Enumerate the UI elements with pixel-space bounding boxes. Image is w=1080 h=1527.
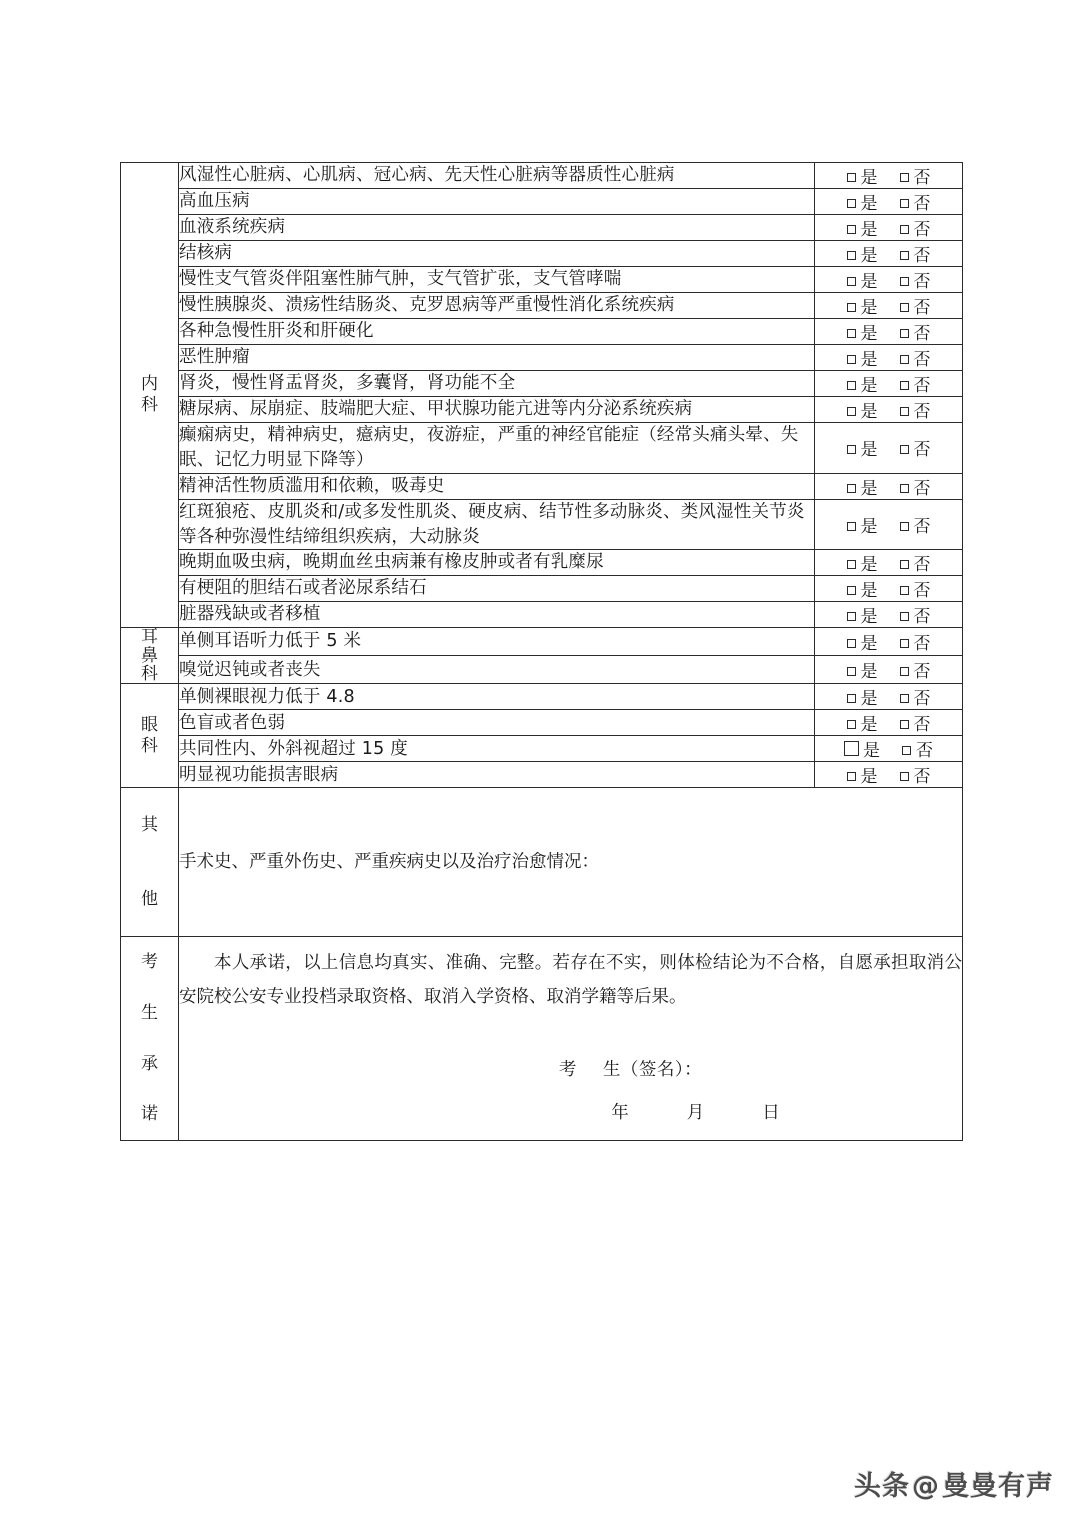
- condition-text: 单侧裸眼视力低于 4.8: [179, 684, 815, 710]
- no-label: 否: [913, 324, 931, 344]
- no-label: 否: [913, 634, 931, 655]
- department-label-char: 科: [141, 735, 158, 756]
- no-checkbox-icon[interactable]: [902, 746, 911, 755]
- no-checkbox-icon[interactable]: [900, 199, 909, 208]
- yes-label: 是: [860, 194, 878, 214]
- table-row: [121, 473, 963, 499]
- yes-checkbox-icon[interactable]: [847, 381, 856, 390]
- no-checkbox-icon[interactable]: [900, 484, 909, 493]
- yes-option[interactable]: [847, 163, 878, 188]
- yes-checkbox-icon[interactable]: [847, 251, 856, 260]
- yes-checkbox-icon[interactable]: [847, 522, 856, 531]
- table-row: [121, 215, 963, 241]
- pledge-section-row: [121, 937, 963, 1141]
- yes-checkbox-icon[interactable]: [847, 612, 856, 621]
- no-option[interactable]: [900, 163, 931, 188]
- no-option[interactable]: [900, 293, 931, 318]
- yes-label: 是: [860, 168, 878, 188]
- condition-text: 癫痫病史，精神病史，癔病史，夜游症，严重的神经官能症（经常头痛头晕、失眠、记忆力明显下降等）: [179, 423, 815, 474]
- no-label: 否: [913, 478, 931, 499]
- no-option[interactable]: [900, 189, 931, 214]
- no-label: 否: [913, 607, 931, 628]
- no-option[interactable]: [900, 629, 931, 654]
- yes-label: 是: [860, 555, 878, 576]
- no-option[interactable]: [902, 736, 933, 761]
- yes-no-cell: [815, 423, 963, 474]
- no-label: 否: [913, 440, 931, 461]
- yes-label: 是: [863, 741, 880, 762]
- no-label: 否: [913, 272, 931, 292]
- yes-option[interactable]: [847, 371, 878, 396]
- yes-label: 是: [860, 376, 878, 396]
- no-option[interactable]: [900, 319, 931, 344]
- yes-label: 是: [860, 517, 878, 538]
- table-body: [121, 163, 963, 1141]
- condition-text: 红斑狼疮、皮肌炎和/或多发性肌炎、硬皮病、结节性多动脉炎、类风湿性关节炎等各种弥漫性结缔组织疾病，大动脉炎: [179, 499, 815, 550]
- condition-text: 单侧耳语听力低于 5 米: [179, 628, 815, 656]
- yes-checkbox-icon[interactable]: [847, 560, 856, 569]
- no-option[interactable]: [900, 576, 931, 601]
- date-month: 月: [686, 1103, 705, 1124]
- yes-no-cell: [815, 293, 963, 319]
- yes-no-cell: [815, 371, 963, 397]
- no-label: 否: [913, 194, 931, 214]
- other-section-label: [121, 788, 179, 937]
- no-checkbox-icon[interactable]: [900, 586, 909, 595]
- date-day: 日: [762, 1103, 780, 1124]
- yes-label: 是: [860, 715, 878, 736]
- department-label-stack: [121, 374, 178, 417]
- no-option[interactable]: [900, 267, 931, 292]
- no-option[interactable]: [900, 762, 931, 787]
- no-option[interactable]: [900, 474, 931, 499]
- yes-no-cell: [815, 656, 963, 684]
- department-label-char: 耳: [141, 627, 158, 648]
- yes-label: 是: [860, 607, 878, 628]
- no-label: 否: [916, 741, 933, 762]
- condition-text: 慢性支气管炎伴阻塞性肺气肿，支气管扩张，支气管哮喘: [179, 267, 815, 293]
- watermark-account: 曼曼有声: [942, 1471, 1054, 1502]
- no-checkbox-icon[interactable]: [900, 639, 909, 648]
- yes-label: 是: [860, 581, 878, 602]
- condition-text: 脏器残缺或者移植: [179, 602, 815, 628]
- yes-option[interactable]: [847, 629, 878, 654]
- no-checkbox-icon[interactable]: [900, 445, 909, 454]
- yes-checkbox-icon[interactable]: [847, 694, 856, 703]
- condition-text: 慢性胰腺炎、溃疡性结肠炎、克罗恩病等严重慢性消化系统疾病: [179, 293, 815, 319]
- yes-no-cell: [815, 267, 963, 293]
- pledge-paragraph: 本人承诺，以上信息均真实、准确、完整。若存在不实，则体检结论为不合格，自愿承担取消公安院校公安专业投档录取资格、取消入学资格、取消学籍等后果。: [179, 953, 962, 1007]
- table-row: [121, 163, 963, 189]
- yes-option[interactable]: [847, 215, 878, 240]
- yes-no-cell: [815, 499, 963, 550]
- department-label-char: 内: [141, 373, 158, 394]
- table-row: [121, 267, 963, 293]
- yes-checkbox-icon[interactable]: [847, 225, 856, 234]
- no-option[interactable]: [900, 512, 931, 537]
- other-section-prompt: 手术史、严重外伤史、严重疾病史以及治疗治愈情况：: [179, 851, 599, 872]
- yes-option[interactable]: [847, 345, 878, 370]
- yes-no-cell: [815, 710, 963, 736]
- no-checkbox-icon[interactable]: [900, 667, 909, 676]
- table-row: [121, 293, 963, 319]
- yes-option[interactable]: [847, 189, 878, 214]
- watermark: [854, 1464, 1054, 1503]
- condition-text: 结核病: [179, 241, 815, 267]
- no-label: 否: [913, 517, 931, 538]
- no-option[interactable]: [900, 710, 931, 735]
- no-label: 否: [913, 350, 931, 370]
- other-section-input-area[interactable]: [179, 788, 963, 937]
- yes-checkbox-icon[interactable]: [844, 741, 859, 756]
- condition-text: 血液系统疾病: [179, 215, 815, 241]
- yes-option[interactable]: [847, 602, 878, 627]
- signature-suffix: 生（签名）：: [602, 1059, 703, 1080]
- watermark-at: @: [912, 1471, 940, 1502]
- yes-no-cell: [815, 189, 963, 215]
- yes-checkbox-icon[interactable]: [847, 667, 856, 676]
- yes-label: 是: [860, 220, 878, 240]
- yes-label: 是: [860, 689, 878, 710]
- no-checkbox-icon[interactable]: [900, 522, 909, 531]
- yes-checkbox-icon[interactable]: [847, 445, 856, 454]
- table-row: [121, 628, 963, 656]
- yes-label: 是: [860, 246, 878, 266]
- no-option[interactable]: [900, 397, 931, 422]
- no-checkbox-icon[interactable]: [900, 612, 909, 621]
- no-checkbox-icon[interactable]: [900, 173, 909, 182]
- condition-text: 有梗阻的胆结石或者泌尿系结石: [179, 576, 815, 602]
- yes-no-cell: [815, 319, 963, 345]
- yes-label: 是: [860, 324, 878, 344]
- department-label-internal-medicine: [121, 163, 179, 628]
- table-row: [121, 499, 963, 550]
- no-option[interactable]: [900, 241, 931, 266]
- yes-option[interactable]: [847, 576, 878, 601]
- yes-no-cell: [815, 602, 963, 628]
- yes-option[interactable]: [847, 550, 878, 575]
- pledge-label-char: 考: [141, 952, 158, 973]
- no-option[interactable]: [900, 684, 931, 709]
- other-label-stack: [121, 788, 178, 936]
- no-checkbox-icon[interactable]: [900, 277, 909, 286]
- condition-text: 恶性肿瘤: [179, 345, 815, 371]
- yes-checkbox-icon[interactable]: [847, 303, 856, 312]
- no-checkbox-icon[interactable]: [900, 772, 909, 781]
- other-label-char: 他: [141, 888, 158, 909]
- condition-text: 肾炎，慢性肾盂肾炎，多囊肾，肾功能不全: [179, 371, 815, 397]
- watermark-source: 头条: [854, 1471, 910, 1502]
- no-label: 否: [913, 220, 931, 240]
- yes-option[interactable]: [847, 397, 878, 422]
- yes-no-cell: [815, 397, 963, 423]
- table-row: [121, 345, 963, 371]
- no-checkbox-icon[interactable]: [900, 381, 909, 390]
- table-row: [121, 397, 963, 423]
- yes-label: 是: [860, 478, 878, 499]
- yes-no-cell: [815, 345, 963, 371]
- condition-text: 各种急慢性肝炎和肝硬化: [179, 319, 815, 345]
- department-label-stack: [121, 628, 178, 683]
- no-checkbox-icon[interactable]: [900, 560, 909, 569]
- no-label: 否: [913, 168, 931, 188]
- yes-checkbox-icon[interactable]: [847, 720, 856, 729]
- yes-option[interactable]: [847, 710, 878, 735]
- yes-checkbox-icon[interactable]: [847, 484, 856, 493]
- yes-checkbox-icon[interactable]: [847, 329, 856, 338]
- table-row: [121, 241, 963, 267]
- pledge-section-label: [121, 937, 179, 1141]
- table-row: [121, 371, 963, 397]
- yes-checkbox-icon[interactable]: [847, 199, 856, 208]
- table-row: [121, 189, 963, 215]
- no-checkbox-icon[interactable]: [900, 407, 909, 416]
- yes-label: 是: [860, 298, 878, 318]
- condition-text: 嗅觉迟钝或者丧失: [179, 656, 815, 684]
- date-year: 年: [611, 1103, 629, 1124]
- pledge-label-char: 承: [141, 1053, 158, 1074]
- table-row: [121, 684, 963, 710]
- pledge-label-stack: [121, 937, 178, 1140]
- yes-label: 是: [860, 350, 878, 370]
- yes-option[interactable]: [847, 474, 878, 499]
- no-label: 否: [913, 581, 931, 602]
- no-option[interactable]: [900, 345, 931, 370]
- condition-text: 精神活性物质滥用和依赖，吸毒史: [179, 473, 815, 499]
- no-checkbox-icon[interactable]: [900, 720, 909, 729]
- yes-no-cell: [815, 163, 963, 189]
- pledge-label-char: 生: [141, 1002, 158, 1023]
- other-label-char: 其: [141, 814, 158, 835]
- no-checkbox-icon[interactable]: [900, 251, 909, 260]
- no-label: 否: [913, 298, 931, 318]
- no-label: 否: [913, 402, 931, 422]
- table-row: [121, 736, 963, 762]
- yes-option[interactable]: [847, 512, 878, 537]
- condition-text: 晚期血吸虫病，晚期血丝虫病兼有橡皮肿或者有乳糜尿: [179, 550, 815, 576]
- no-option[interactable]: [900, 435, 931, 460]
- table-row: [121, 423, 963, 474]
- no-option[interactable]: [900, 215, 931, 240]
- no-label: 否: [913, 662, 931, 683]
- yes-option[interactable]: [847, 319, 878, 344]
- yes-no-cell: [815, 684, 963, 710]
- yes-option[interactable]: [847, 657, 878, 682]
- condition-text: 风湿性心脏病、心肌病、冠心病、先天性心脏病等器质性心脏病: [179, 163, 815, 189]
- department-label-char: 科: [141, 395, 158, 416]
- yes-checkbox-icon[interactable]: [847, 173, 856, 182]
- no-option[interactable]: [900, 602, 931, 627]
- yes-no-cell: [815, 762, 963, 788]
- condition-text: 糖尿病、尿崩症、肢端肥大症、甲状腺功能亢进等内分泌系统疾病: [179, 397, 815, 423]
- yes-no-cell: [815, 576, 963, 602]
- no-option[interactable]: [900, 550, 931, 575]
- signature-line[interactable]: [179, 1054, 962, 1087]
- yes-option[interactable]: [847, 293, 878, 318]
- yes-label: 是: [860, 440, 878, 461]
- no-checkbox-icon[interactable]: [900, 694, 909, 703]
- department-label-ent: [121, 628, 179, 684]
- no-label: 否: [913, 767, 931, 788]
- yes-no-cell: [815, 241, 963, 267]
- condition-text: 明显视功能损害眼病: [179, 762, 815, 788]
- table-row: [121, 762, 963, 788]
- table-row: [121, 710, 963, 736]
- department-label-ophthalmology: [121, 684, 179, 788]
- signature-prefix: 考: [558, 1059, 577, 1080]
- table-row: [121, 602, 963, 628]
- yes-checkbox-icon[interactable]: [847, 355, 856, 364]
- department-label-char: 科: [141, 664, 158, 685]
- yes-option[interactable]: [847, 684, 878, 709]
- table-row: [121, 656, 963, 684]
- no-checkbox-icon[interactable]: [900, 329, 909, 338]
- other-section-row: [121, 788, 963, 937]
- no-checkbox-icon[interactable]: [900, 355, 909, 364]
- yes-checkbox-icon[interactable]: [847, 277, 856, 286]
- yes-label: 是: [860, 402, 878, 422]
- yes-checkbox-icon[interactable]: [847, 639, 856, 648]
- no-option[interactable]: [900, 657, 931, 682]
- no-checkbox-icon[interactable]: [900, 303, 909, 312]
- yes-no-cell: [815, 473, 963, 499]
- table-row: [121, 550, 963, 576]
- condition-text: 共同性内、外斜视超过 15 度: [179, 736, 815, 762]
- yes-checkbox-icon[interactable]: [847, 772, 856, 781]
- yes-checkbox-icon[interactable]: [847, 586, 856, 595]
- no-label: 否: [913, 246, 931, 266]
- no-label: 否: [913, 689, 931, 710]
- yes-label: 是: [860, 272, 878, 292]
- condition-text: 高血压病: [179, 189, 815, 215]
- yes-option[interactable]: [847, 762, 878, 787]
- yes-no-cell: [815, 628, 963, 656]
- yes-label: 是: [860, 662, 878, 683]
- no-option[interactable]: [900, 371, 931, 396]
- no-label: 否: [913, 715, 931, 736]
- yes-no-cell: [815, 736, 963, 762]
- yes-no-cell: [815, 215, 963, 241]
- condition-text: 色盲或者色弱: [179, 710, 815, 736]
- table-row: [121, 319, 963, 345]
- medical-declaration-table: [120, 162, 963, 1141]
- date-line[interactable]: [179, 1097, 962, 1130]
- no-label: 否: [913, 376, 931, 396]
- no-checkbox-icon[interactable]: [900, 225, 909, 234]
- department-label-char: 眼: [141, 714, 158, 735]
- department-label-char: 鼻: [141, 645, 158, 666]
- yes-label: 是: [860, 634, 878, 655]
- yes-checkbox-icon[interactable]: [847, 407, 856, 416]
- pledge-label-char: 诺: [141, 1104, 158, 1125]
- yes-no-cell: [815, 550, 963, 576]
- yes-option[interactable]: [847, 241, 878, 266]
- department-label-stack: [121, 715, 178, 758]
- yes-label: 是: [860, 767, 878, 788]
- yes-option[interactable]: [847, 267, 878, 292]
- pledge-section-body: [179, 937, 963, 1141]
- table-row: [121, 576, 963, 602]
- yes-option[interactable]: [847, 435, 878, 460]
- no-label: 否: [913, 555, 931, 576]
- yes-option[interactable]: [844, 736, 880, 761]
